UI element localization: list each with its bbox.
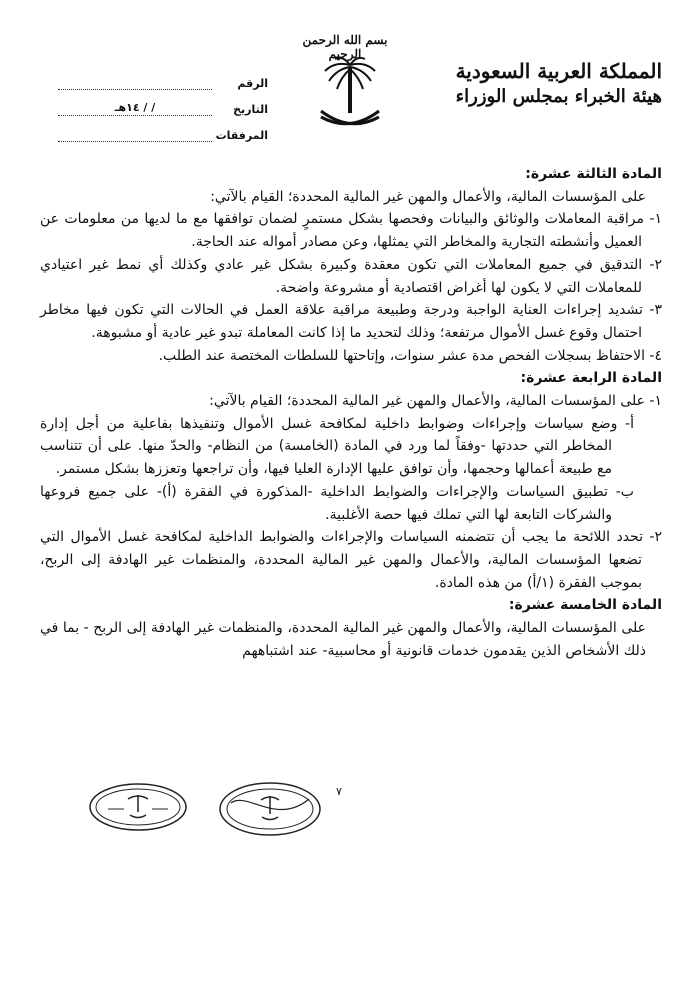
reference-fields	[58, 64, 268, 142]
saudi-emblem-icon	[315, 55, 385, 135]
org-authority-name: هيئة الخبراء بمجلس الوزراء	[455, 86, 662, 107]
article-13-item-2: ٢- التدقيق في جميع المعاملات التي تكون معقدة وكبيرة بشكل غير عادي وكذلك أي نمط غير اعتيادي للمعاملات التي لا يكون لها أغراض اقتصادية أو مشروعة واضحة.	[40, 256, 662, 296]
org-kingdom-name: المملكة العربية السعودية	[455, 59, 662, 83]
article-14-title: المادة الرابعة عشرة:	[520, 370, 662, 387]
ref-date-value: / / ١٤هـ	[58, 101, 212, 116]
ref-attachments-line	[58, 127, 212, 142]
official-seal-stamp-icon	[88, 782, 188, 832]
ref-attachments-label: المرفقات	[215, 129, 268, 142]
signature-stamp-icon	[217, 781, 323, 837]
ref-date-row	[58, 90, 268, 116]
page-number: ٧	[336, 785, 342, 798]
article-15-text: على المؤسسات المالية، والأعمال والمهن غير المالية المحددة، والمنظمات غير الهادفة إلى الربح - بما في ذلك الأشخاص الذين يقدمون خدمات قانونية أو محاسبية- عند اشتباههم	[40, 620, 646, 659]
ref-number-line	[58, 75, 212, 90]
article-13-item-3: ٣- تشديد إجراءات العناية الواجبة ودرجة وطبيعة مراقبة علاقة العمل في الحالات التي تكون فيها مخاطر احتمال وقوع غسل الأموال مرتفعة؛ وذلك لتحديد ما إذا كانت المعاملة تبدو غير عادية أو مشبوهة.	[40, 302, 662, 341]
document-body	[40, 163, 662, 662]
ref-date-label: التاريخ	[233, 103, 268, 116]
article-14-item-1b: ب- تطبيق السياسات والإجراءات والضوابط الداخلية -المذكورة في الفقرة (أ)- على جميع فروعها والشركات التابعة لها التي تملك فيها حصة الأغلبية.	[40, 483, 634, 523]
basmala: بسم الله الرحمن الرحيم	[302, 33, 388, 61]
article-13-title: المادة الثالثة عشرة:	[525, 166, 662, 182]
article-14-item-1: ١- على المؤسسات المالية، والأعمال والمهن غير المالية المحددة؛ القيام بالآتي:	[209, 393, 662, 410]
article-13-intro: على المؤسسات المالية، والأعمال والمهن غير المالية المحددة؛ القيام بالآتي:	[210, 188, 646, 205]
article-14-item-1a: أ- وضع سياسات وإجراءات وضوابط داخلية لمكافحة غسل الأموال وتنفيذها بفاعلية من أجل إدارة المخاطر التي حددتها -وفقاً لما ورد في المادة (الخامسة) من النظام- والحدّ منها. على أن تتناسب مع طبيعة أعمالها وحجمها، وأن توافق عليها الإدارة العليا فيها، وأن تراجعها وتعززها بشكل مستمر.	[40, 415, 634, 478]
ref-number-row	[58, 64, 268, 90]
article-13-item-4: ٤- الاحتفاظ بسجلات الفحص مدة عشر سنوات، وإتاحتها للسلطات المختصة عند الطلب.	[158, 347, 662, 364]
article-15-title: المادة الخامسة عشرة:	[508, 597, 662, 614]
organization-header	[412, 58, 662, 110]
article-14-item-2: ٢- تحدد اللائحة ما يجب أن تتضمنه السياسات والإجراءات والضوابط الداخلية لمكافحة غسل الأموال التي تضعها المؤسسات المالية، والأعمال والمهن غير المالية المحددة، والمنظمات غير الهادفة إلى الربح، بموجب الفقرة (١/أ) من هذه المادة.	[40, 529, 662, 591]
ref-number-label: الرقم	[237, 77, 268, 90]
article-13-item-1: ١- مراقبة المعاملات والوثائق والبيانات وفحصها بشكل مستمرٍ لضمان توافقها مع ما لديها من معلومات عن العميل وأنشطته التجارية والمخاطر التي يمثلها، وعن مصادر أمواله عند الحاجة.	[40, 211, 662, 251]
ref-attachments-row	[58, 116, 268, 142]
